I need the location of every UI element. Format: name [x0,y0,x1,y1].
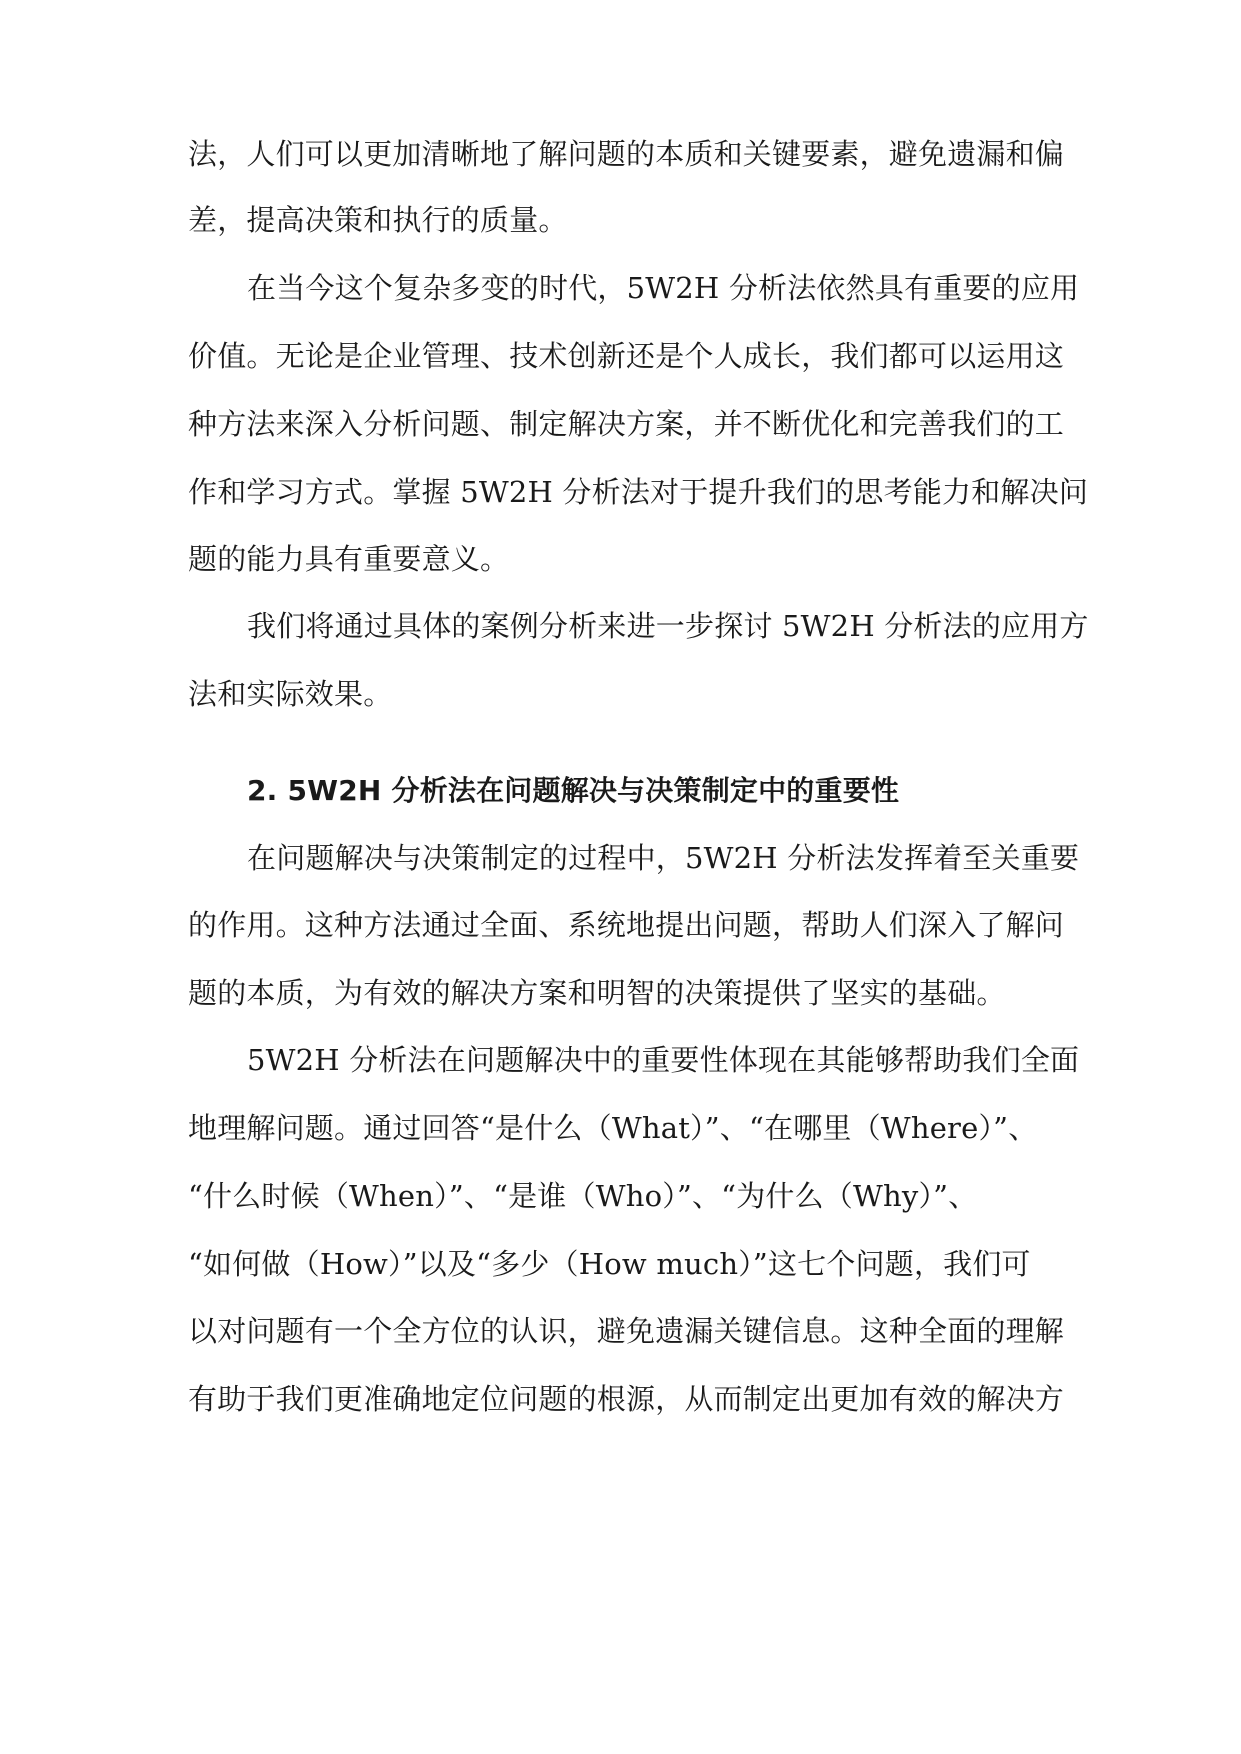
paragraph-2-line-1: 在当今这个复杂多变的时代，5W2H 分析法依然具有重要的应用 [247,271,1080,305]
paragraph-1-line-2: 差，提高决策和执行的质量。 [188,203,568,237]
section-paragraph-2-line-4: “如何做（How）”以及“多少（How much）”这七个问题，我们可 [188,1247,1031,1281]
section-paragraph-2-line-6: 有助于我们更准确地定位问题的根源，从而制定出更加有效的解决方 [188,1382,1065,1416]
section-paragraph-2-line-5: 以对问题有一个全方位的认识，避免遗漏关键信息。这种全面的理解 [188,1314,1065,1348]
section-paragraph-2-line-3: “什么时候（When）”、“是谁（Who）”、“为什么（Why）”、 [188,1179,978,1213]
paragraph-1-line-1: 法，人们可以更加清晰地了解问题的本质和关键要素，避免遗漏和偏 [188,137,1065,171]
paragraph-2-line-3: 种方法来深入分析问题、制定解决方案，并不断优化和完善我们的工 [188,407,1065,441]
section-heading: 2. 5W2H 分析法在问题解决与决策制定中的重要性 [247,774,900,807]
section-paragraph-1-line-2: 的作用。这种方法通过全面、系统地提出问题，帮助人们深入了解问 [188,908,1065,942]
section-paragraph-1-line-3: 题的本质，为有效的解决方案和明智的决策提供了坚实的基础。 [188,976,1006,1010]
paragraph-2-line-5: 题的能力具有重要意义。 [188,542,510,576]
paragraph-3-line-2: 法和实际效果。 [188,677,393,711]
section-paragraph-1-line-1: 在问题解决与决策制定的过程中，5W2H 分析法发挥着至关重要 [247,841,1080,875]
section-paragraph-2-line-2: 地理解问题。通过回答“是什么（What）”、“在哪里（Where）”、 [188,1111,1038,1145]
paragraph-2-line-4: 作和学习方式。掌握 5W2H 分析法对于提升我们的思考能力和解决问 [188,475,1089,509]
paragraph-2-line-2: 价值。无论是企业管理、技术创新还是个人成长，我们都可以运用这 [188,339,1065,373]
paragraph-3-line-1: 我们将通过具体的案例分析来进一步探讨 5W2H 分析法的应用方 [247,609,1089,643]
section-paragraph-2-line-1: 5W2H 分析法在问题解决中的重要性体现在其能够帮助我们全面 [247,1043,1080,1077]
